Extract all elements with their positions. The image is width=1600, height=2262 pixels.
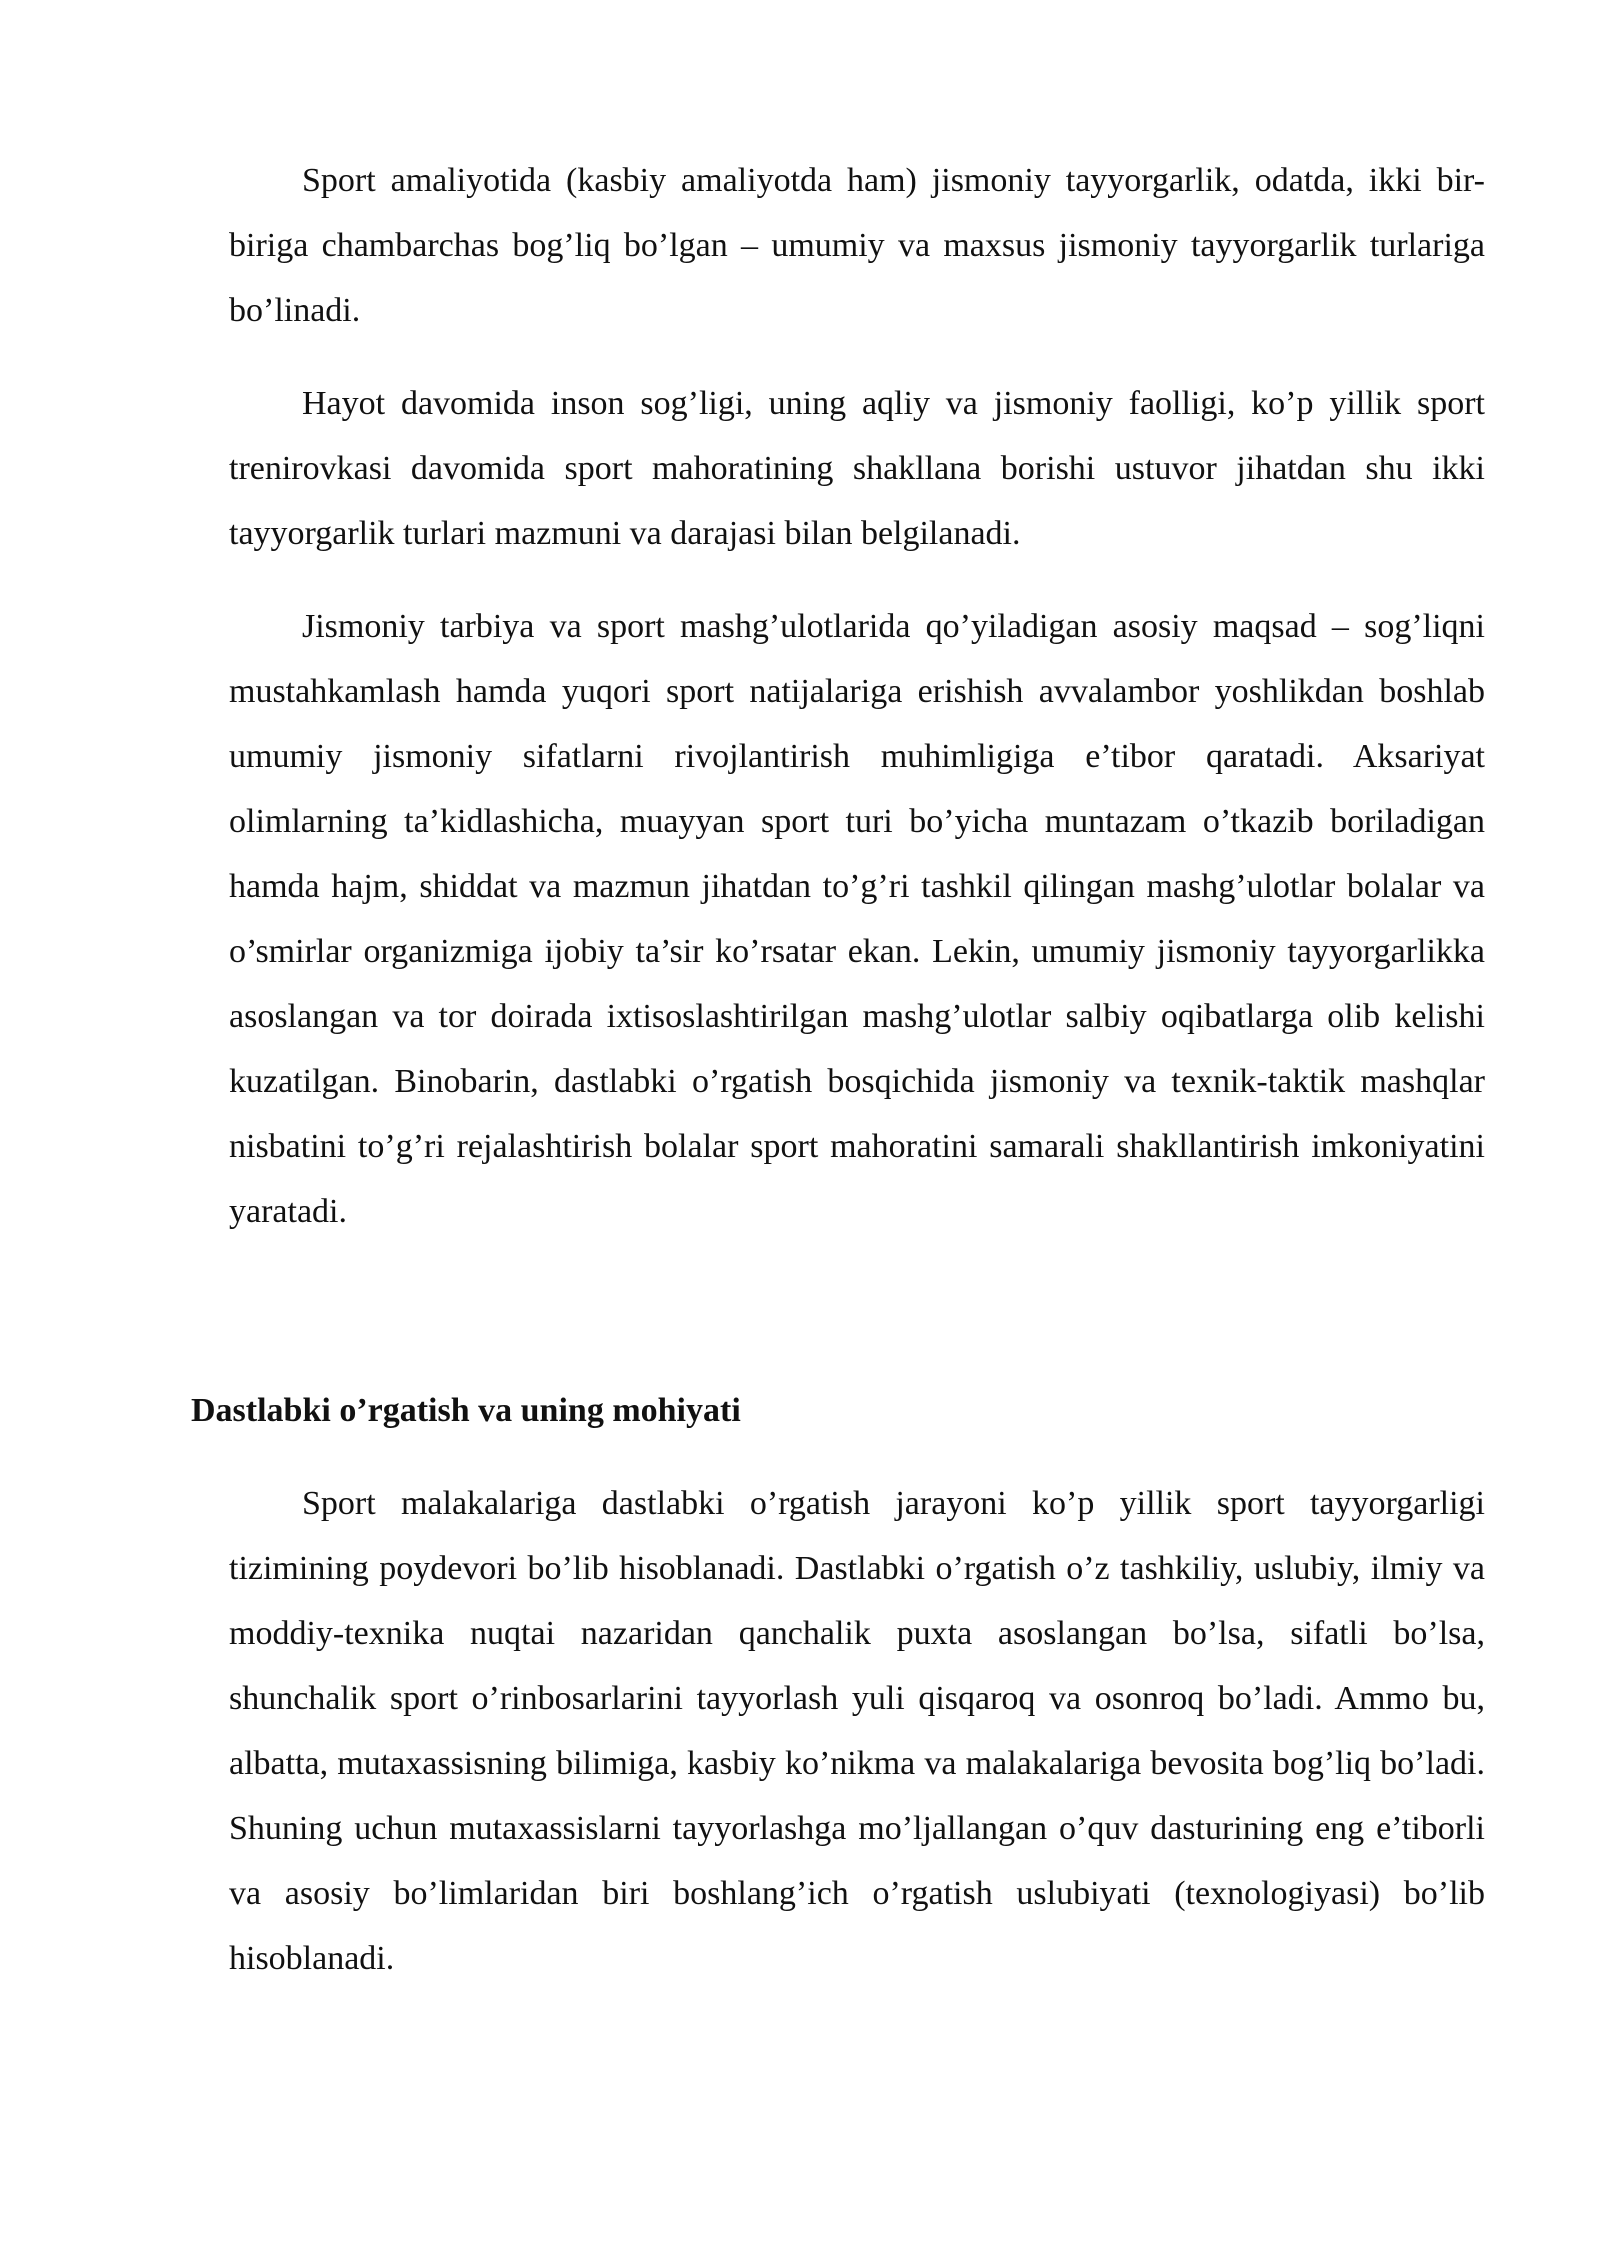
- section-heading: Dastlabki o’rgatish va uning mohiyati: [191, 1392, 741, 1429]
- paragraph-training-goals: Jismoniy tarbiya va sport mashg’ulotlarida qo’yiladigan asosiy maqsad – sog’liqni mustahkamlash hamda yuqori sport natijalariga erishish avvalambor yoshlikdan boshlab umumiy jismoniy sifatlarni rivojlantirish muhimligiga e’tibor qaratadi. Aksariyat olimlarning ta’kidlashicha, muayyan sport turi bo’yicha muntazam o’tkazib boriladigan hamda hajm, shiddat va mazmun jihatdan to’g’ri tashkil qilingan mashg’ulotlar bolalar va o’smirlar organizmiga ijobiy ta’sir ko’rsatar ekan. Lekin, umumiy jismoniy tayyorgarlikka asoslangan va tor doirada ixtisoslashtirilgan mashg’ulotlar salbiy oqibatlarga olib kelishi kuzatilgan. Binobarin, dastlabki o’rgatish bosqichida jismoniy va texnik-taktik mashqlar nisbatini to’g’ri rejalashtirish bolalar sport mahoratini samarali shakllantirish imkoniyatini yaratadi.: [229, 608, 1485, 1230]
- paragraph-physical-training-types: Sport amaliyotida (kasbiy amaliyotda ham) jismoniy tayyorgarlik, odatda, ikki bir-biriga chambarchas bog’liq bo’lgan – umumiy va maxsus jismoniy tayyorgarlik turlariga bo’linadi.: [229, 162, 1485, 329]
- paragraph-health-and-mastery: Hayot davomida inson sog’ligi, uning aqliy va jismoniy faolligi, ko’p yillik sport trenirovkasi davomida sport mahoratining shakllana borishi ustuvor jihatdan shu ikki tayyorgarlik turlari mazmuni va darajasi bilan belgilanadi.: [229, 385, 1485, 552]
- document-body: [191, 148, 1485, 2019]
- paragraph-initial-training: Sport malakalariga dastlabki o’rgatish jarayoni ko’p yillik sport tayyorgarligi tizimining poydevori bo’lib hisoblanadi. Dastlabki o’rgatish o’z tashkiliy, uslubiy, ilmiy va moddiy-texnika nuqtai nazaridan qanchalik puxta asoslangan bo’lsa, sifatli bo’lsa, shunchalik sport o’rinbosarlarini tayyorlash yuli qisqaroq va osonroq bo’ladi. Ammo bu, albatta, mutaxassisning bilimiga, kasbiy ko’nikma va malakalariga bevosita bog’liq bo’ladi. Shuning uchun mutaxassislarni tayyorlashga mo’ljallangan o’quv dasturining eng e’tiborli va asosiy bo’limlaridan biri boshlang’ich o’rgatish uslubiyati (texnologiyasi) bo’lib hisoblanadi.: [229, 1485, 1485, 1977]
- section-spacer: [229, 1272, 1485, 1378]
